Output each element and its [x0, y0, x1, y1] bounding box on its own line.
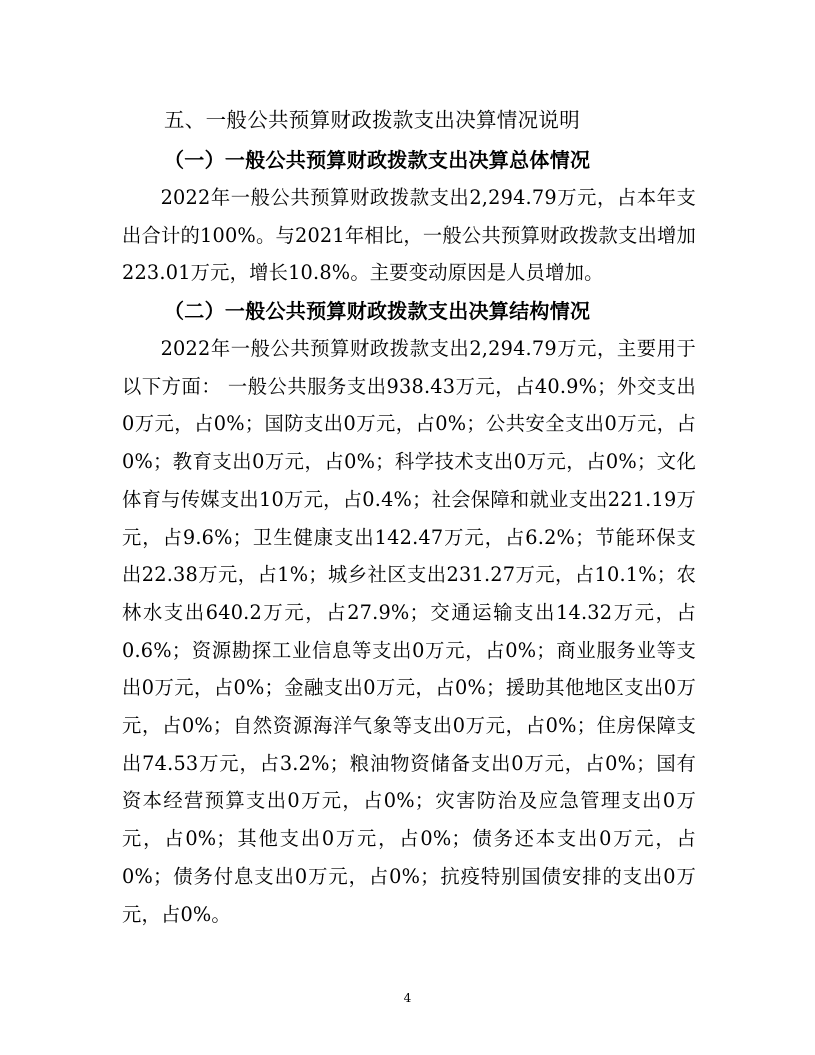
section-heading: 五、一般公共预算财政拨款支出决算情况说明	[164, 108, 580, 132]
paragraph-structure: 2022年一般公共预算财政拨款支出2,294.79万元，主要用于以下方面： 一般公共服务支出938.43万元，占40.9%；外交支出0万元，占0%；国防支出0万元，占0%；公共安全支出0万元，占0%；教育支出0万元，占0%；科学技术支出0万元，占0%；文化体育与传媒支出10万元，占0.4%；社会保障和就业支出221.19万元，占9.6%；卫生健康支出142.47万元，占6.2%；节能环保支出22.38万元，占1%；城乡社区支出231.27万元，占10.1%；农林水支出640.2万元，占27.9%；交通运输支出14.32万元，占0.6%；资源勘探工业信息等支出0万元，占0%；商业服务业等支出0万元，占0%；金融支出0万元，占0%；援助其他地区支出0万元，占0%；自然资源海洋气象等支出0万元，占0%；住房保障支出74.53万元，占3.2%；粮油物资储备支出0万元，占0%；国有资本经营预算支出0万元，占0%；灾害防治及应急管理支出0万元，占0%；其他支出0万元，占0%；债务还本支出0万元，占0%；债务付息支出0万元，占0%；抗疫特别国债安排的支出0万元，占0%。	[122, 337, 696, 926]
subsection-heading-overall: （一）一般公共预算财政拨款支出决算总体情况	[164, 148, 591, 172]
page-number: 4	[403, 991, 412, 1005]
subsection-heading-structure: （二）一般公共预算财政拨款支出决算结构情况	[164, 299, 591, 323]
paragraph-overall: 2022年一般公共预算财政拨款支出2,294.79万元，占本年支出合计的100%。与2021年相比，一般公共预算财政拨款支出增加223.01万元，增长10.8%。主要变动原因是人员增加。	[122, 186, 696, 285]
